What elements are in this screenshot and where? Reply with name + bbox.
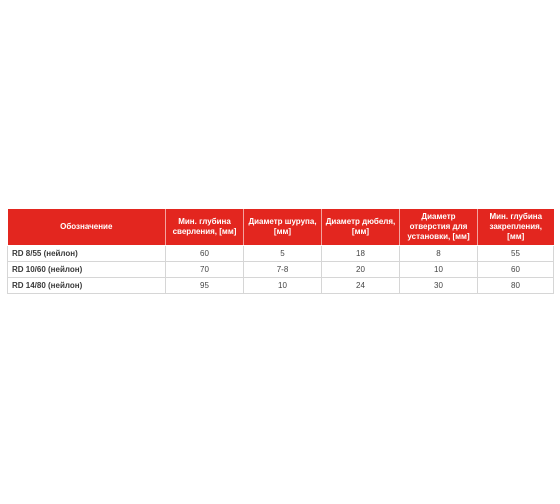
cell-dowel-diameter: 18 [322, 246, 400, 262]
table-row [8, 262, 554, 278]
column-header-hole-diameter: Диаметр отверстия для установки, [мм] [400, 209, 478, 246]
cell-screw-diameter: 7-8 [244, 262, 322, 278]
cell-min-anchor-depth: 55 [478, 246, 554, 262]
cell-designation: RD 8/55 (нейлон) [8, 246, 166, 262]
cell-hole-diameter: 10 [400, 262, 478, 278]
cell-min-anchor-depth: 60 [478, 262, 554, 278]
cell-min-drill-depth: 95 [166, 278, 244, 294]
cell-screw-diameter: 10 [244, 278, 322, 294]
table-row [8, 246, 554, 262]
cell-designation: RD 10/60 (нейлон) [8, 262, 166, 278]
cell-hole-diameter: 8 [400, 246, 478, 262]
cell-min-anchor-depth: 80 [478, 278, 554, 294]
cell-dowel-diameter: 24 [322, 278, 400, 294]
cell-min-drill-depth: 60 [166, 246, 244, 262]
cell-designation: RD 14/80 (нейлон) [8, 278, 166, 294]
column-header-screw-diameter: Диаметр шурупа, [мм] [244, 209, 322, 246]
column-header-dowel-diameter: Диаметр дюбеля, [мм] [322, 209, 400, 246]
specs-table-container [7, 209, 553, 294]
column-header-min-drill-depth: Мин. глубина сверления, [мм] [166, 209, 244, 246]
cell-dowel-diameter: 20 [322, 262, 400, 278]
table-row [8, 278, 554, 294]
cell-min-drill-depth: 70 [166, 262, 244, 278]
specs-table [7, 209, 554, 294]
column-header-min-anchor-depth: Мин. глубина закрепления, [мм] [478, 209, 554, 246]
header-row [8, 209, 554, 246]
table-header [8, 209, 554, 246]
table-body [8, 246, 554, 294]
cell-hole-diameter: 30 [400, 278, 478, 294]
cell-screw-diameter: 5 [244, 246, 322, 262]
column-header-designation: Обозначение [8, 209, 166, 246]
